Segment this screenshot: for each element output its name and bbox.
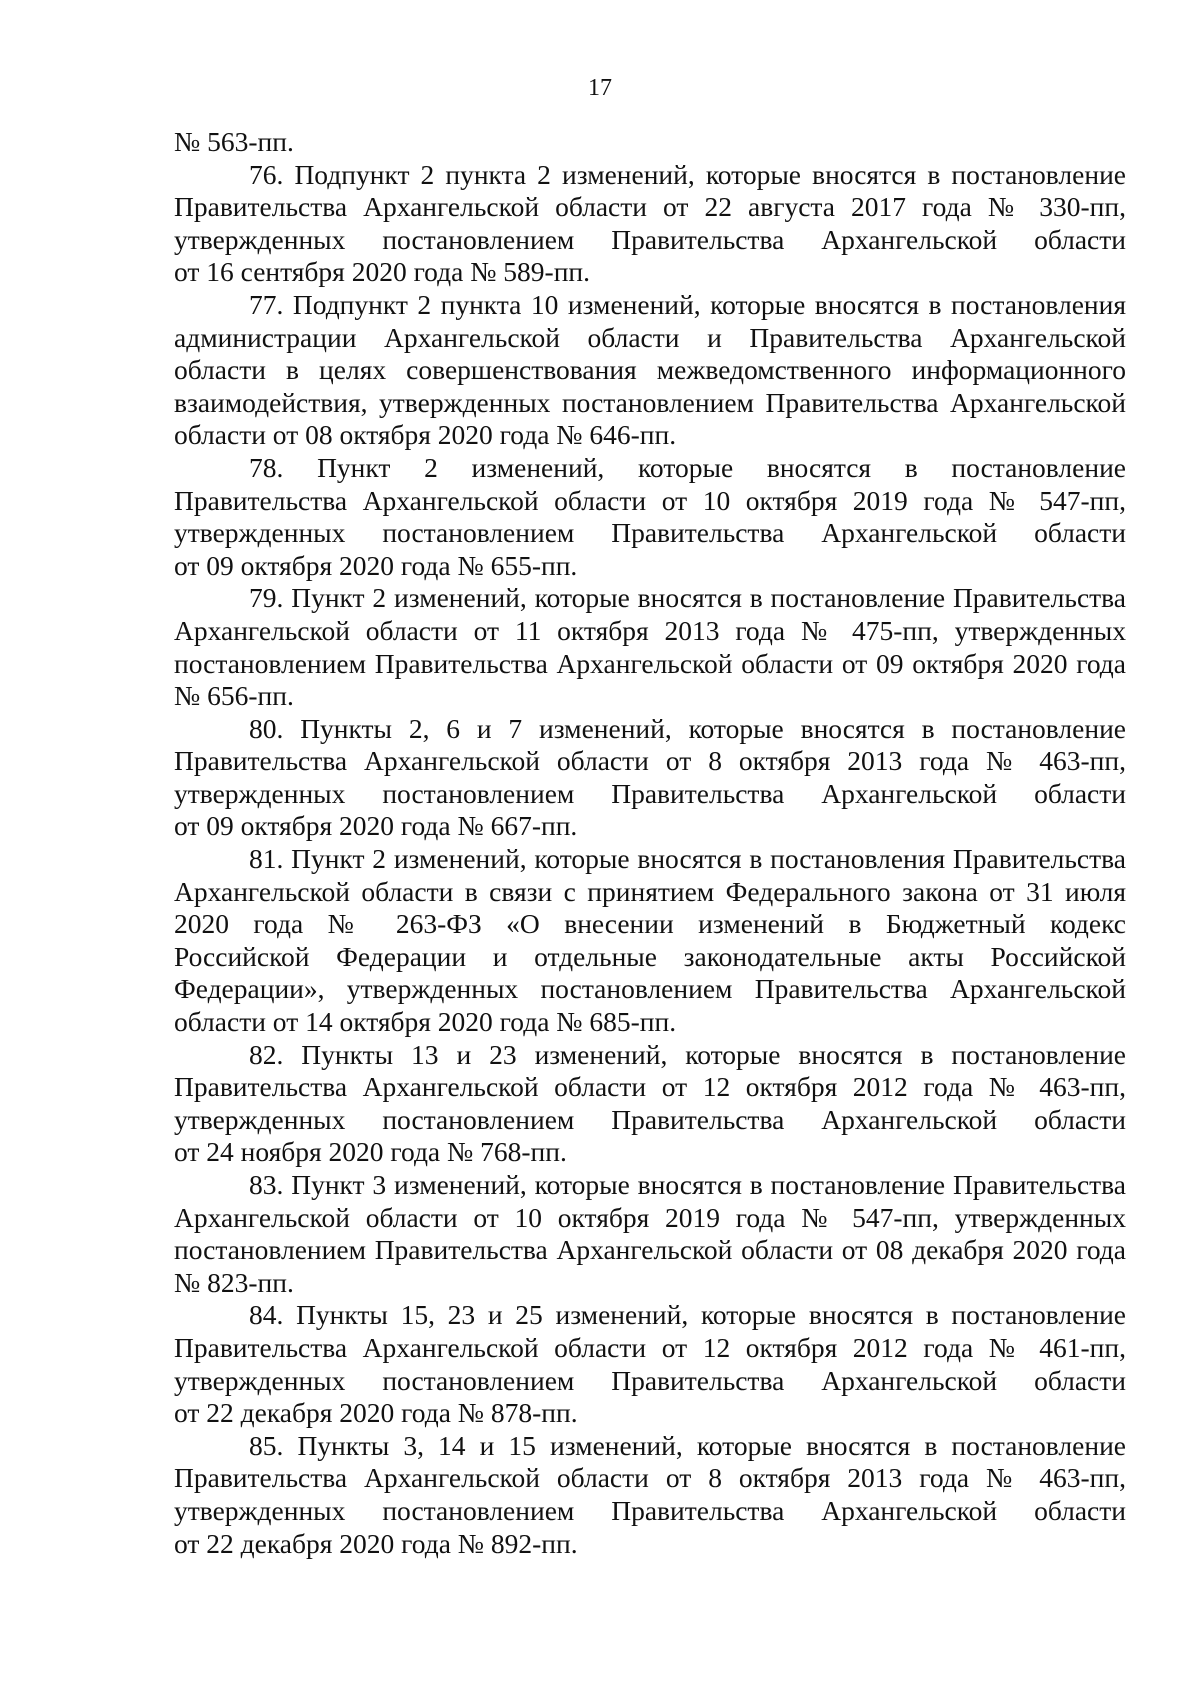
item-line: Правительства Архангельской области от 22 августа 2017 года № 330-пп,: [174, 191, 1126, 223]
item-first-line: 78. Пункт 2 изменений, которые вносятся в постановление: [249, 451, 1126, 483]
item-first-line: 82. Пункты 13 и 23 изменений, которые вносятся в постановление: [249, 1038, 1126, 1070]
list-item: [174, 582, 1126, 712]
item-line: от 09 октября 2020 года № 655-пп.: [174, 549, 578, 581]
item-line: Федерации», утвержденных постановлением Правительства Архангельской: [174, 973, 1126, 1005]
item-line: от 22 декабря 2020 года № 892-пп.: [174, 1527, 578, 1559]
item-line: администрации Архангельской области и Правительства Архангельской: [174, 321, 1126, 353]
item-line: области от 08 октября 2020 года № 646-пп.: [174, 419, 677, 451]
item-line: 2020 года № 263-ФЗ «О внесении изменений в Бюджетный кодекс: [174, 908, 1126, 940]
list-item: [174, 1430, 1126, 1560]
list-item: [174, 713, 1126, 843]
page-number: 17: [588, 75, 612, 101]
item-line: от 24 ноября 2020 года № 768-пп.: [174, 1136, 567, 1168]
item-line: постановлением Правительства Архангельской области от 08 декабря 2020 года: [174, 1234, 1126, 1266]
item-line: утвержденных постановлением Правительства Архангельской области: [174, 517, 1126, 549]
item-line: Правительства Архангельской области от 8 октября 2013 года № 463-пп,: [174, 745, 1126, 777]
item-line: Российской Федерации и отдельные законодательные акты Российской: [174, 940, 1126, 972]
list-item: [174, 452, 1126, 582]
item-line: № 823-пп.: [174, 1266, 294, 1298]
item-line: Правительства Архангельской области от 12 октября 2012 года № 463-пп,: [174, 1071, 1126, 1103]
item-first-line: 77. Подпункт 2 пункта 10 изменений, которые вносятся в постановления: [249, 288, 1126, 320]
item-line: утвержденных постановлением Правительства Архангельской области: [174, 1364, 1126, 1396]
list-item: [174, 1039, 1126, 1169]
item-line: от 09 октября 2020 года № 667-пп.: [174, 810, 578, 842]
item-first-line: 79. Пункт 2 изменений, которые вносятся в постановление Правительства: [249, 582, 1126, 614]
item-first-line: 85. Пункты 3, 14 и 15 изменений, которые вносятся в постановление: [249, 1429, 1126, 1461]
item-line: утвержденных постановлением Правительства Архангельской области: [174, 1494, 1126, 1526]
item-line: от 16 сентября 2020 года № 589-пп.: [174, 256, 591, 288]
item-line: Правительства Архангельской области от 12 октября 2012 года № 461-пп,: [174, 1331, 1126, 1363]
item-line: постановлением Правительства Архангельской области от 09 октября 2020 года: [174, 647, 1126, 679]
item-line: Архангельской области от 11 октября 2013 года № 475-пп, утвержденных: [174, 614, 1126, 646]
item-first-line: 76. Подпункт 2 пункта 2 изменений, которые вносятся в постановление: [249, 158, 1126, 190]
item-line: Правительства Архангельской области от 8 октября 2013 года № 463-пп,: [174, 1462, 1126, 1494]
item-line: утвержденных постановлением Правительства Архангельской области: [174, 1103, 1126, 1135]
item-first-line: 80. Пункты 2, 6 и 7 изменений, которые вносятся в постановление: [249, 712, 1126, 744]
item-first-line: 81. Пункт 2 изменений, которые вносятся в постановления Правительства: [249, 843, 1126, 875]
item-line: утвержденных постановлением Правительства Архангельской области: [174, 223, 1126, 255]
document-body: [174, 126, 1126, 1560]
item-line: взаимодействия, утвержденных постановлением Правительства Архангельской: [174, 386, 1126, 418]
list-item: [174, 1299, 1126, 1429]
intro-block: [174, 126, 1126, 159]
item-line: области в целях совершенствования межведомственного информационного: [174, 354, 1126, 386]
item-line: области от 14 октября 2020 года № 685-пп.: [174, 1006, 677, 1038]
list-item: [174, 1169, 1126, 1299]
item-line: Архангельской области от 10 октября 2019 года № 547-пп, утвержденных: [174, 1201, 1126, 1233]
item-line: № 656-пп.: [174, 680, 294, 712]
intro-line: № 563-пп.: [174, 126, 294, 157]
list-item: [174, 159, 1126, 289]
item-line: Правительства Архангельской области от 10 октября 2019 года № 547-пп,: [174, 484, 1126, 516]
list-item: [174, 843, 1126, 1039]
item-first-line: 84. Пункты 15, 23 и 25 изменений, которые вносятся в постановление: [249, 1299, 1126, 1331]
item-line: утвержденных постановлением Правительства Архангельской области: [174, 777, 1126, 809]
item-line: Архангельской области в связи с принятием Федерального закона от 31 июля: [174, 875, 1126, 907]
numbered-items: [174, 159, 1126, 1561]
item-line: от 22 декабря 2020 года № 878-пп.: [174, 1397, 578, 1429]
item-first-line: 83. Пункт 3 изменений, которые вносятся в постановление Правительства: [249, 1169, 1126, 1200]
list-item: [174, 289, 1126, 452]
